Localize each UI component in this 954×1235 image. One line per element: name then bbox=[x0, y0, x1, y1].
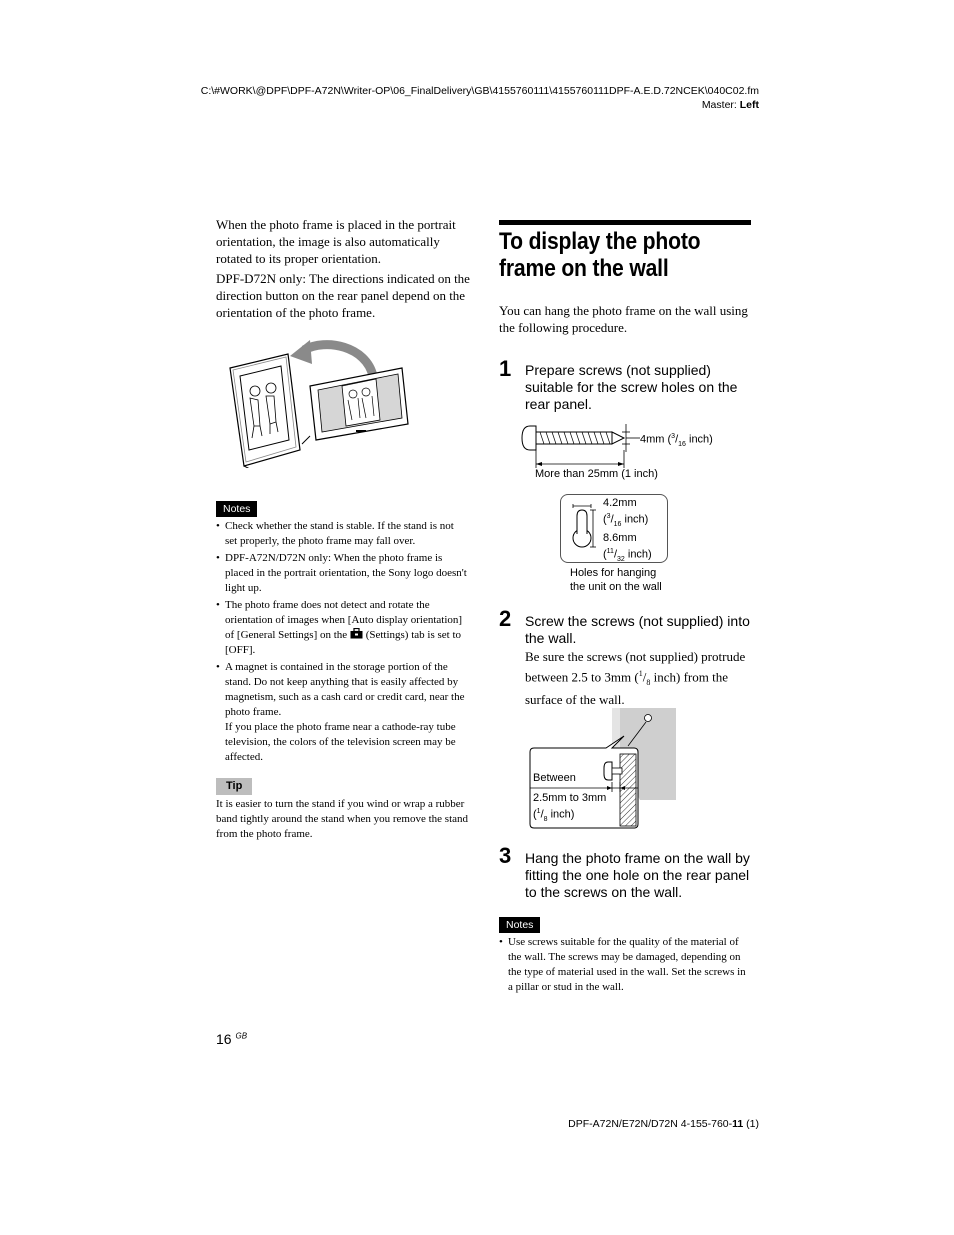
right-notes-list-wrap bbox=[499, 935, 751, 997]
notes-label: Notes bbox=[216, 501, 257, 517]
landscape-frame bbox=[302, 368, 408, 444]
step-3-text: Hang the photo frame on the wall by fitting the one hole on the rear panel to the screws on the wall. bbox=[525, 850, 750, 900]
section-title-wrap bbox=[499, 228, 789, 282]
note-item: • Use screws suitable for the quality of the material of the wall. The screws may be damaged, depending on the type of material used in the wall. Set the screws in a pillar or stud in the wall. bbox=[499, 935, 751, 995]
tip-label: Tip bbox=[216, 778, 252, 795]
hole-height-label: 8.6mm ($^{11}/_{32}$ inch) bbox=[603, 532, 652, 563]
model-footer: DPF-A72N/E72N/D72N 4-155-760-11 (1) bbox=[568, 1118, 759, 1130]
note-item: • Check whether the stand is stable. If the stand is not set properly, the photo frame may fall over. bbox=[216, 519, 468, 549]
rotation-paragraph: When the photo frame is placed in the portrait orientation, the image is also automatically rotated to its proper orientation. bbox=[216, 217, 456, 266]
note-item: • The photo frame does not detect and rotate the orientation of images when [Auto display orientation] of [General Settings] on the (Settings) tab is set to [OFF]. bbox=[216, 598, 468, 658]
master-line: Master: Left bbox=[701, 99, 759, 111]
between-label: Between bbox=[533, 772, 576, 784]
frame-rotation-illustration bbox=[226, 336, 416, 468]
right-notes-list bbox=[499, 935, 751, 995]
rotate-arrow-icon bbox=[290, 340, 373, 376]
file-path-header bbox=[201, 84, 759, 112]
holes-caption: Holes for hanging the unit on the wall bbox=[570, 567, 662, 593]
screw-diameter-label: 4mm ($^3/_{16}$ inch) bbox=[640, 433, 713, 448]
section-title: To display the photo frame on the wall bbox=[499, 228, 701, 282]
tip-section bbox=[216, 776, 252, 795]
file-path: C:\#WORK\@DPF\DPF-A72N\Writer-OP\06_FinalDelivery\GB\4155760111\4155760111DPF-A.E.D.72NCEK\040C02.fm bbox=[200, 85, 759, 97]
tip-text: It is easier to turn the stand if you wind or wrap a rubber band tightly around the stand when you remove the stand from the photo frame. bbox=[216, 798, 469, 840]
between-range-label: 2.5mm to 3mm ($^1/_8$ inch) bbox=[533, 792, 607, 823]
title-rule bbox=[499, 220, 751, 225]
left-notes-list bbox=[216, 519, 468, 765]
step-1-number: 1 bbox=[499, 356, 512, 381]
intro-paragraph: You can hang the photo frame on the wall using the following procedure. bbox=[499, 303, 748, 335]
portrait-frame bbox=[230, 354, 300, 468]
keyhole-icon bbox=[566, 500, 602, 558]
step-3-number: 3 bbox=[499, 843, 512, 868]
screw-length-label: More than 25mm (1 inch) bbox=[535, 468, 658, 480]
toolbox-icon bbox=[350, 628, 363, 639]
left-notes-list-wrap bbox=[216, 519, 468, 767]
page-number: 16 $^{GB}$ bbox=[216, 1031, 248, 1047]
direction-paragraph: DPF-D72N only: The directions indicated on the direction button on the rear panel depend on the orientation of the photo frame. bbox=[216, 271, 470, 320]
right-notes-section bbox=[499, 915, 540, 933]
step-2-detail: Be sure the screws (not supplied) protrude between 2.5 to 3mm ($^1/_8$ inch) from the surface of the wall. bbox=[525, 649, 746, 707]
note-item: • DPF-A72N/D72N only: When the photo frame is placed in the portrait orientation, the Sony logo doesn't light up. bbox=[216, 551, 468, 596]
screw-diagram bbox=[520, 420, 640, 470]
notes-label: Notes bbox=[499, 917, 540, 933]
left-column-text bbox=[216, 216, 472, 321]
hole-width-label: 4.2mm ($^3/_{16}$ inch) bbox=[603, 497, 649, 528]
step-2-text: Screw the screws (not supplied) into the wall. bbox=[525, 613, 750, 646]
step-1-text: Prepare screws (not supplied) suitable for the screw holes on the rear panel. bbox=[525, 362, 738, 412]
left-notes-section bbox=[216, 499, 257, 517]
note-item: • A magnet is contained in the storage portion of the stand. Do not keep anything that is easily affected by magnetism, such as a cash card or credit card, near the photo frame. If you place the photo frame near a cathode-ray tube television, the colors of the television screen may be affected. bbox=[216, 660, 468, 765]
step-2-number: 2 bbox=[499, 606, 512, 631]
